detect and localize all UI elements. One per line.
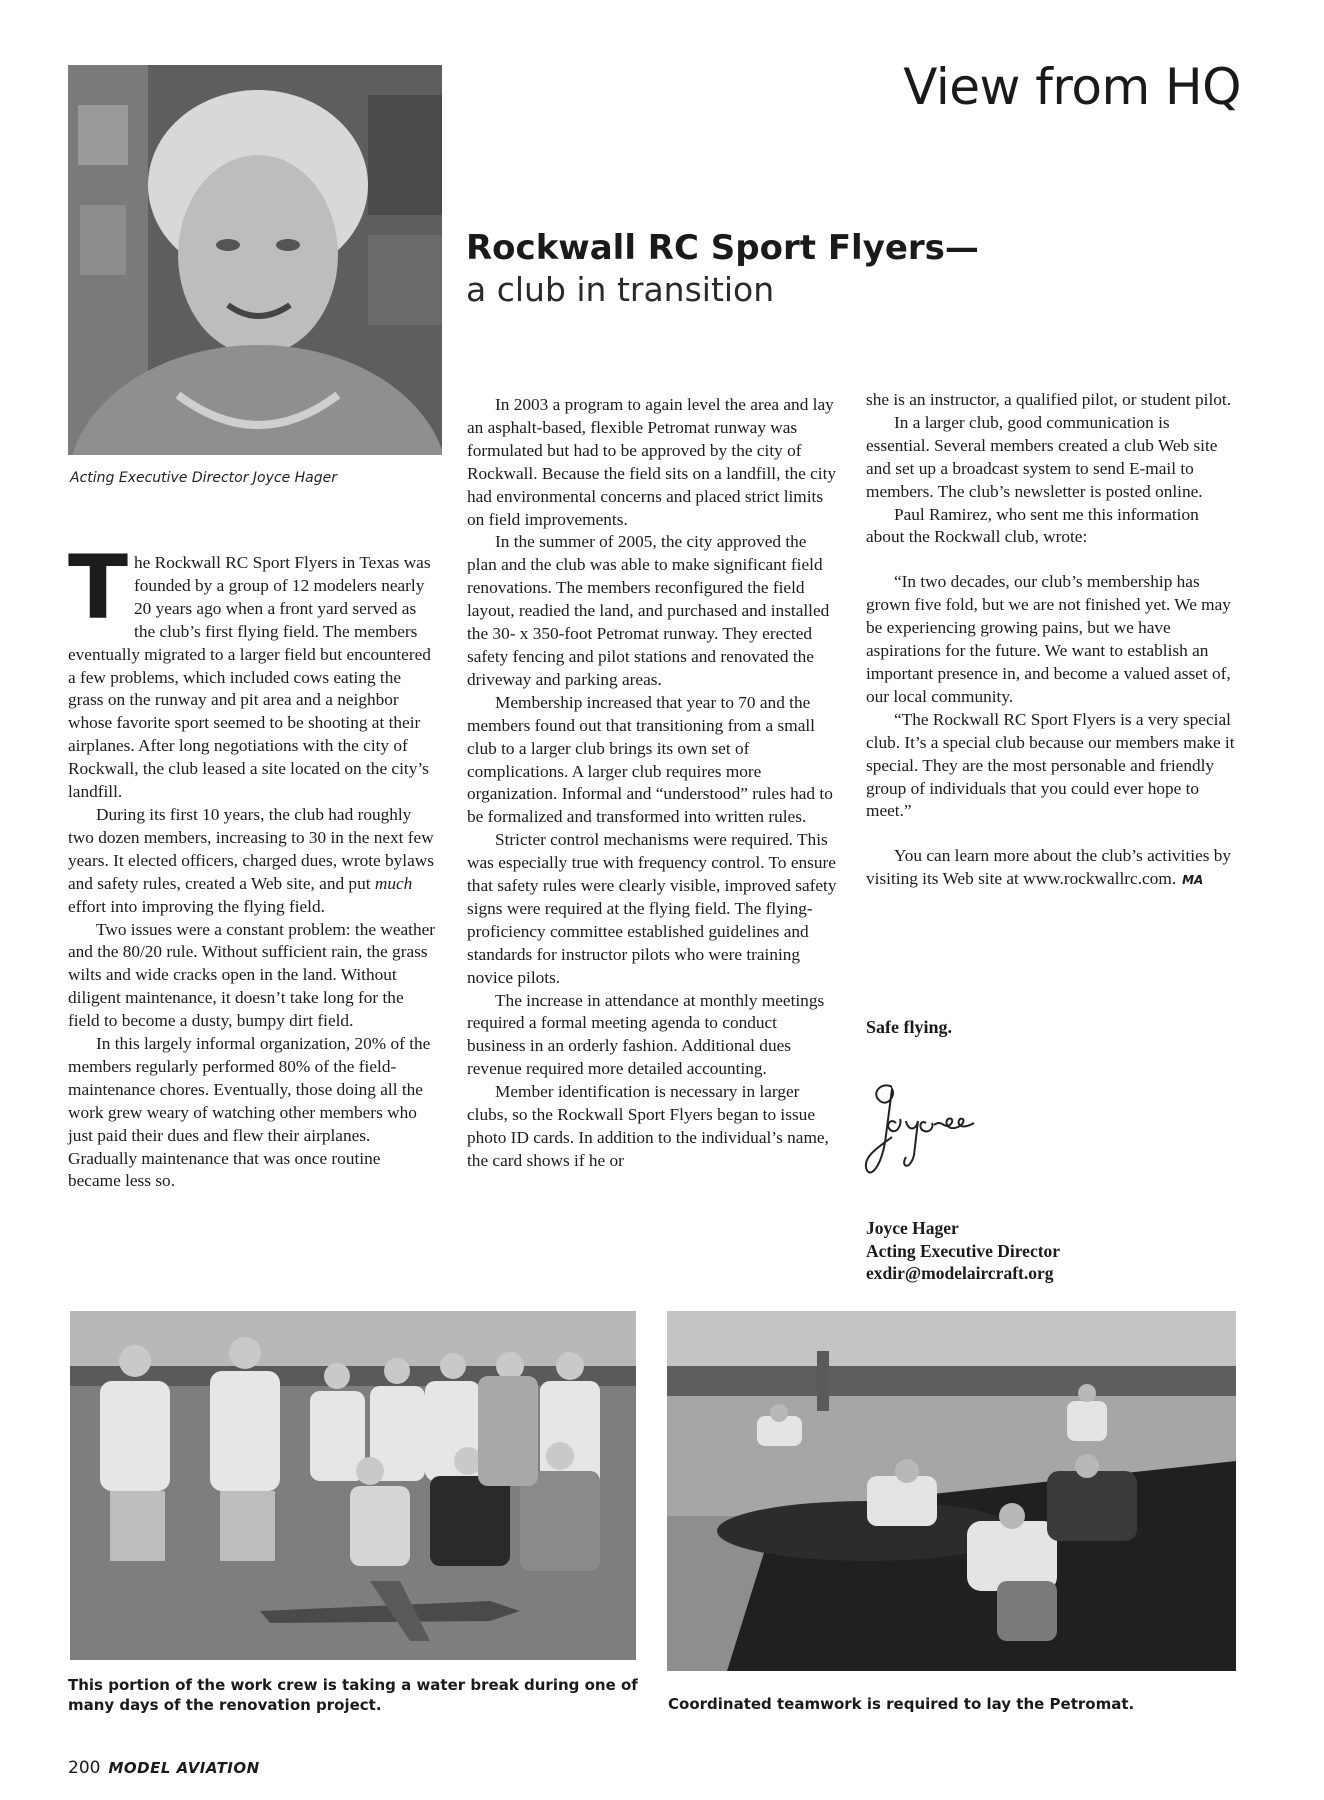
quote-paragraph: “In two decades, our club’s membership has grown five fold, but we are not finished yet. We may be experiencing growing pains, but we have aspirations for the future. We want to establish an important presence in, and become a valued asset of, our local community. bbox=[866, 572, 1231, 706]
paragraph: Paul Ramirez, who sent me this information about the Rockwall club, wrote: bbox=[866, 504, 1199, 547]
closing-line: Safe flying. bbox=[866, 1017, 953, 1037]
paragraph: In this largely informal organization, 20% of the members regularly performed 80% of the field-maintenance chores. Eventually, those doing all the work grew weary of watching other members who just paid their dues and flew their airplanes. Gradually maintenance that was once routine became less so. bbox=[68, 1034, 431, 1191]
quote-paragraph: “The Rockwall RC Sport Flyers is a very special club. It’s a special club because our members make it special. They are the most personable and friendly group of individuals that you could ever hope to meet.” bbox=[866, 709, 1235, 821]
signoff-block bbox=[866, 1217, 1060, 1285]
ma-end-mark: MA bbox=[1182, 873, 1204, 888]
crew-photo bbox=[70, 1311, 636, 1660]
paragraph bbox=[68, 804, 436, 919]
paragraph bbox=[866, 845, 1236, 892]
headline-main: Rockwall RC Sport Flyers— bbox=[466, 228, 979, 268]
page-footer bbox=[68, 1758, 260, 1778]
portrait-caption: Acting Executive Director Joyce Hager bbox=[70, 470, 338, 486]
paragraph: Membership increased that year to 70 and the members found out that transitioning from a small club to a larger club brings its own set of complications. A larger club requires more organization. Informal and “understood” rules had to be formalized and transformed into written rules. bbox=[467, 692, 833, 827]
paragraph: In 2003 a program to again level the area and lay an asphalt-based, flexible Petromat runway was formulated but had to be approved by the city of Rockwall. Because the field sits on a landfill, the city had environmental concerns and placed strict limits on field improvements. bbox=[467, 395, 837, 529]
paragraph: Two issues were a constant problem: the weather and the 80/20 rule. Without sufficient rain, the grass wilts and wide cracks open in the land. Without diligent maintenance, it doesn’t take long for the field to become a dusty, bumpy dirt field. bbox=[68, 919, 436, 1031]
portrait-photo bbox=[68, 65, 442, 455]
paragraph bbox=[68, 536, 436, 804]
signoff-title: Acting Executive Director bbox=[866, 1240, 1061, 1261]
signoff-email: exdir@modelaircraft.org bbox=[866, 1263, 1054, 1283]
petromat-photo bbox=[667, 1311, 1236, 1671]
paragraph: In a larger club, good communication is essential. Several members created a club Web site and set up a broadcast system to send E-mail to members. The club’s newsletter is posted online. bbox=[866, 412, 1218, 501]
article-column-1 bbox=[68, 536, 436, 1193]
paragraph: she is an instructor, a qualified pilot, or student pilot. bbox=[866, 390, 1232, 409]
article-headline bbox=[466, 228, 1066, 309]
page-number: 200 bbox=[68, 1758, 101, 1778]
paragraph-text: You can learn more about the club’s activities by visiting its Web site at www.rockwallrc.com. bbox=[866, 846, 1232, 889]
paragraph-text: During its first 10 years, the club had roughly two dozen members, increasing to 30 in the next few years. It elected officers, charged dues, wrote bylaws and safety rules, created a Web site, and put bbox=[68, 804, 434, 893]
drop-cap: T bbox=[68, 536, 129, 639]
paragraph: The increase in attendance at monthly meetings required a formal meeting agenda to conduct business in an orderly fashion. Additional dues revenue required more detailed accounting. bbox=[467, 990, 825, 1079]
section-title: View from HQ bbox=[903, 58, 1241, 116]
crew-photo-caption: This portion of the work crew is taking a water break during one of many days of the renovation project. bbox=[68, 1676, 638, 1714]
paragraph-text: he Rockwall RC Sport Flyers in Texas was founded by a group of 12 modelers nearly 20 years ago when a front yard served as the club’s first flying field. The members eventually migrated to a larger field but encountered a few problems, which included cows eating the grass on the runway and pit area and a neighbor whose favorite sport seemed to be shooting at their airplanes. After long negotiations with the city of Rockwall, the club leased a site located on the city’s landfill. bbox=[68, 553, 431, 802]
headline-subtitle: a club in transition bbox=[466, 270, 775, 309]
magazine-name: MODEL AVIATION bbox=[108, 1759, 260, 1777]
paragraph-text: effort into improving the flying field. bbox=[68, 896, 325, 916]
paragraph: Stricter control mechanisms were required. This was especially true with frequency control. To ensure that safety rules were clearly visible, improved safety signs were required at the flying field. The flying-proficiency committee established guidelines and standards for instructor pilots who were training novice pilots. bbox=[467, 830, 837, 987]
signature-image bbox=[862, 1075, 1012, 1185]
article-column-2 bbox=[467, 394, 837, 1173]
paragraph: Member identification is necessary in larger clubs, so the Rockwall Sport Flyers began to issue photo ID cards. In addition to the individual’s name, the card shows if he or bbox=[467, 1082, 829, 1170]
emphasis-text: much bbox=[374, 873, 413, 893]
article-column-3 bbox=[866, 389, 1236, 892]
petromat-photo-caption: Coordinated teamwork is required to lay the Petromat. bbox=[668, 1695, 1135, 1713]
paragraph: In the summer of 2005, the city approved the plan and the club was able to make significant field renovations. The members reconfigured the field layout, readied the land, and purchased and installed the 30- x 350-foot Petromat runway. They erected safety fencing and pilot stations and renovated the driveway and parking areas. bbox=[467, 532, 830, 689]
signoff-name: Joyce Hager bbox=[866, 1218, 959, 1238]
